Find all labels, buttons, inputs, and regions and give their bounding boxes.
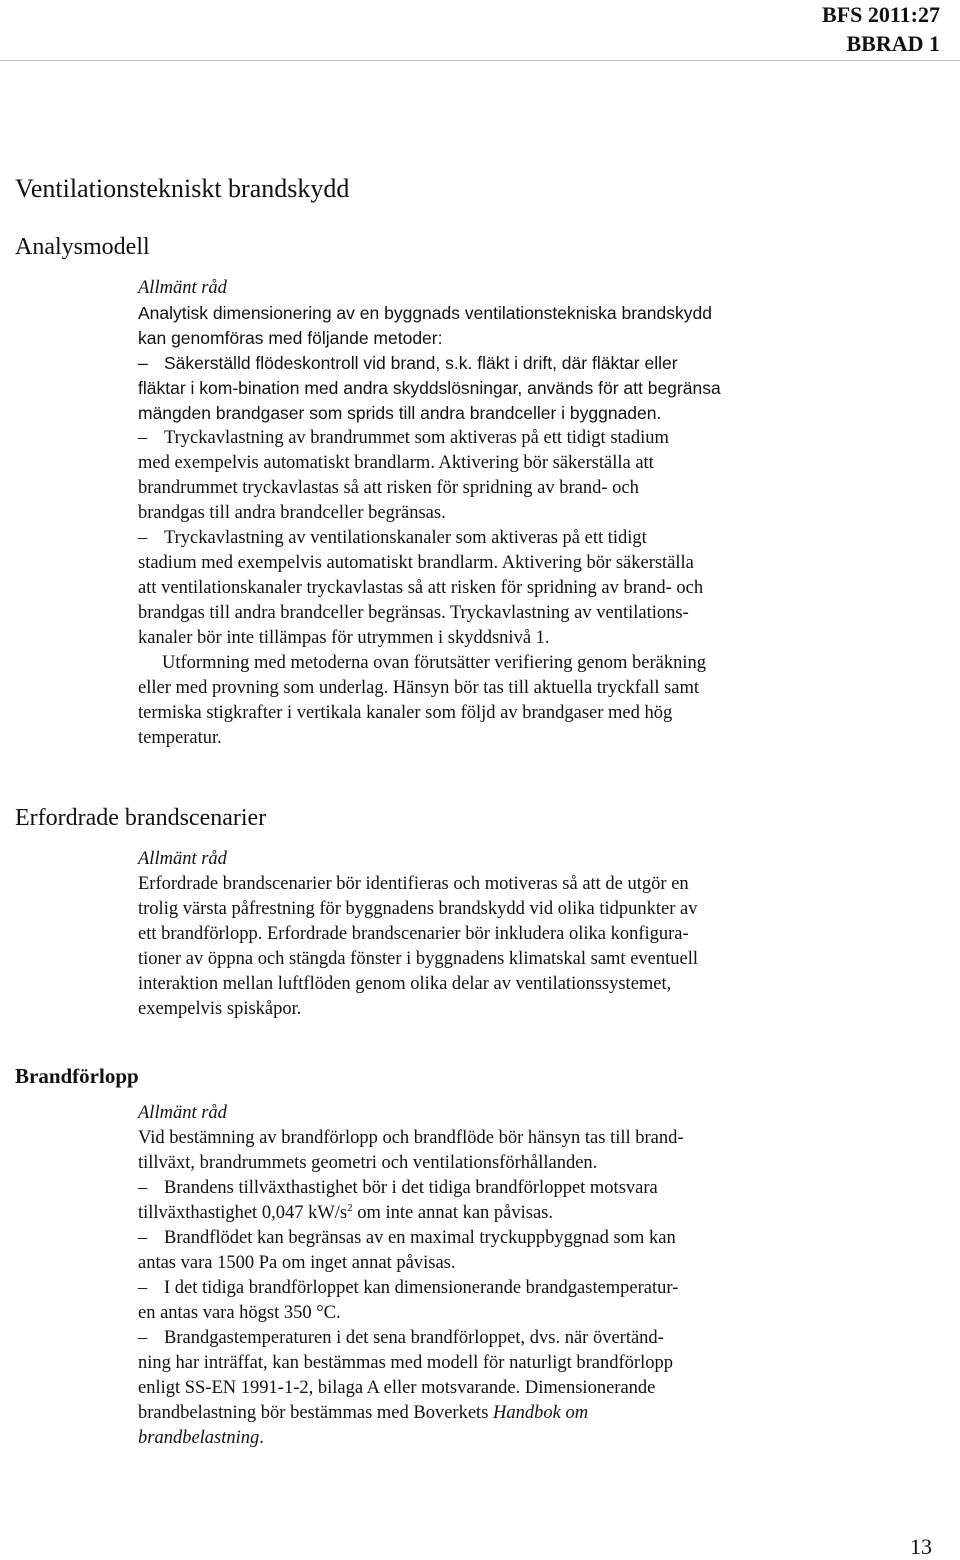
list-item: – Brandflödet kan begränsas av en maximal tryckuppbyggnad som kan [138,1226,818,1251]
text-line: brandgas till andra brandceller begränsas. [138,503,446,523]
list-item: – Tryckavlastning av ventilationskanaler som aktiveras på ett tidigt [138,526,818,551]
text-line: med exempelvis automatiskt brandlarm. Aktivering bör säkerställa att [138,453,654,473]
text-line: brandbelastning. [138,1428,264,1448]
list-item: – Brandgastemperaturen i det sena brandförloppet, dvs. när övertänd- [138,1326,818,1351]
dash-bullet: – [138,1178,148,1198]
text-line: tillväxt, brandrummets geometri och ventilationsförhållanden. [138,1153,598,1173]
text-line: enligt SS-EN 1991-1-2, bilaga A eller motsvarande. Dimensionerande [138,1378,656,1398]
text-line: interaktion mellan luftflöden genom olika delar av ventilationssystemet, [138,974,672,994]
text-line: eller med provning som underlag. Hänsyn bör tas till aktuella tryckfall samt [138,678,700,698]
book-title: brandbelastning [138,1428,260,1448]
text-line: stadium med exempelvis automatiskt brandlarm. Aktivering bör säkerställa [138,553,694,573]
list-item: – Säkerställd flödeskontroll vid brand, s.k. fläkt i drift, där fläktar eller [138,351,818,376]
text-line: ning har inträffat, kan bestämmas med modell för naturligt brandförlopp [138,1353,673,1373]
book-title: Handbok om [493,1403,589,1423]
text-line: brandrummet tryckavlastas så att risken för spridning av brand- och [138,478,639,498]
list-item: – Brandens tillväxthastighet bör i det tidiga brandförloppet motsvara [138,1176,818,1201]
header-divider [0,60,960,61]
text-line: kan genomföras med följande metoder: [138,328,443,348]
text-line: exempelvis spiskåpor. [138,999,302,1019]
dash-bullet: – [138,1328,148,1348]
text-line: tillväxthastighet 0,047 $kW/s^2$ om inte annat kan påvisas. [138,1201,554,1223]
text-line: ett brandförlopp. Erfordrade brandscenarier bör inkludera olika konfigura- [138,924,689,944]
text-line: antas vara 1500 Pa om inget annat påvisas. [138,1253,456,1273]
text-line: att ventilationskanaler tryckavlastas så att risken för spridning av brand- och [138,578,704,598]
list-item: – Tryckavlastning av brandrummet som aktiveras på ett tidigt stadium [138,426,818,451]
header-line-1: BFS 2011:27 [822,2,940,27]
document-code [822,0,940,58]
heading-brandscenarier: Erfordrade brandscenarier [15,805,267,831]
text-line: fläktar i kom-bination med andra skyddslösningar, används för att begränsa [138,378,721,398]
text-line: Analytisk dimensionering av en byggnads ventilationstekniska brandskydd [138,303,712,323]
text-line: tioner av öppna och stängda fönster i byggnadens klimatskal samt eventuell [138,949,698,969]
text-line: Vid bestämning av brandförlopp och brandflöde bör hänsyn tas till brand- [138,1128,684,1148]
text-line: brandgas till andra brandceller begränsas. Tryckavlastning av ventilations- [138,603,689,623]
text-line: termiska stigkrafter i vertikala kanaler som följd av brandgaser med hög [138,703,673,723]
analys-sans-section [138,301,818,426]
page-number: 13 [910,1534,932,1559]
header-line-2: BBRAD 1 [846,31,940,56]
page-title: Ventilationstekniskt brandskydd [15,174,350,203]
advice-label: Allmänt råd [138,278,227,298]
advice-label: Allmänt råd [138,849,227,869]
text-line: temperatur. [138,728,222,748]
forlopp-advice-block [138,1101,818,1451]
text-line: brandbelastning bör bestämmas med Boverkets Handbok om [138,1403,589,1423]
heading-analysmodell: Analysmodell [15,234,150,260]
analys-advice-block [138,276,818,751]
text-line: kanaler bör inte tillämpas för utrymmen i skyddsnivå 1. [138,628,550,648]
text-line: en antas vara högst 350 °C. [138,1303,341,1323]
text-line: Erfordrade brandscenarier bör identifieras och motiveras så att de utgör en [138,874,689,894]
dash-bullet: – [138,353,148,373]
scen-advice-block [138,847,818,1022]
list-item: – I det tidiga brandförloppet kan dimensionerande brandgastemperatur- [138,1276,818,1301]
dash-bullet: – [138,528,148,548]
text-line: mängden brandgaser som sprids till andra brandceller i byggnaden. [138,403,662,423]
advice-label: Allmänt råd [138,1103,227,1123]
dash-bullet: – [138,1228,148,1248]
text-line: trolig värsta påfrestning för byggnadens brandskydd vid olika tidpunkter av [138,899,698,919]
text-line: Utformning med metoderna ovan förutsätter verifiering genom beräkning [162,653,707,673]
heading-brandforlopp: Brandförlopp [15,1064,139,1088]
dash-bullet: – [138,1278,148,1298]
superscript: 2 [347,1201,353,1214]
dash-bullet: – [138,428,148,448]
